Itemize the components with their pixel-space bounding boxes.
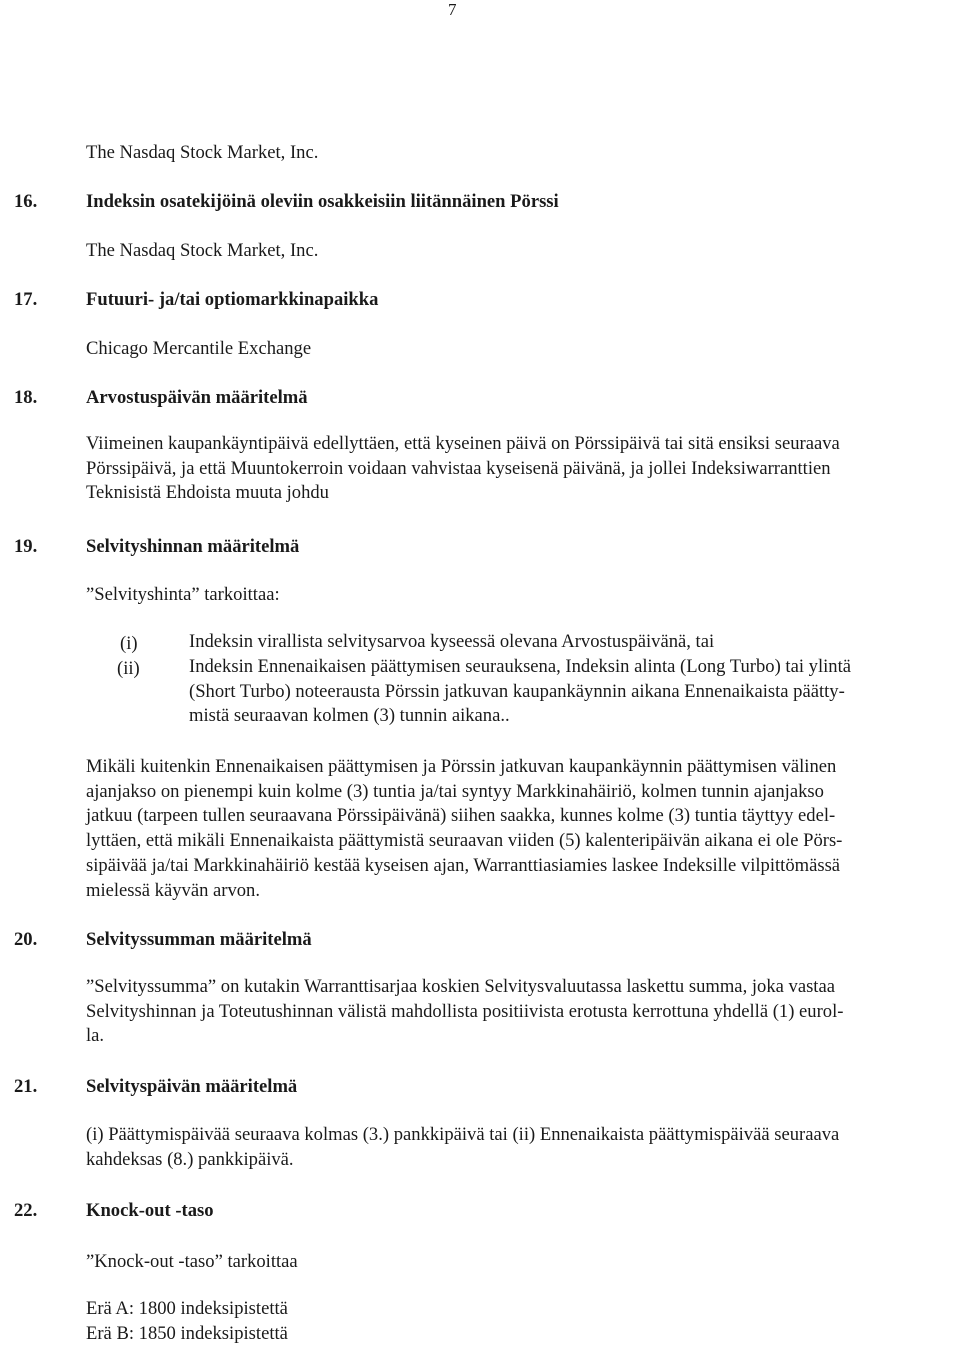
paragraph-line: lyttäen, että mikäli Ennenaikaista päättymistä seuraavan viiden (5) kalenteripäivän aikana ei ole Pörs- [86, 830, 843, 852]
section-16-number: 16. [14, 191, 38, 212]
paragraph-line: Viimeinen kaupankäyntipäivä edellyttäen, että kyseinen päivä on Pörssipäivä tai sitä ensiksi seuraava [86, 433, 840, 454]
exchange-line-3: Chicago Mercantile Exchange [86, 338, 312, 359]
paragraph-line: Mikäli kuitenkin Ennenaikaisen päättymisen ja Pörssin jatkuvan kaupankäynnin päättymisen välinen [86, 756, 837, 777]
section-22-list [86, 1297, 288, 1346]
exchange-line-1: The Nasdaq Stock Market, Inc. [86, 142, 319, 163]
section-21-title: Selvityspäivän määritelmä [86, 1076, 298, 1097]
section-21-number: 21. [14, 1076, 38, 1097]
paragraph-line: la. [86, 1025, 105, 1047]
section-18-paragraph [86, 432, 840, 506]
section-18-number: 18. [14, 387, 38, 408]
list-item-line: Indeksin Ennenaikaisen päättymisen seurauksena, Indeksin alinta (Long Turbo) tai ylintä [189, 656, 851, 677]
section-21-paragraph [86, 1123, 839, 1172]
page-number: 7 [448, 0, 457, 19]
section-20-title: Selvityssumman määritelmä [86, 929, 312, 950]
list-item-line: mistä seuraavan kolmen (3) tunnin aikana.. [189, 705, 510, 727]
section-19-intro: ”Selvityshinta” tarkoittaa: [86, 584, 280, 605]
paragraph-line: Erä A: 1800 indeksipistettä [86, 1298, 288, 1319]
paragraph-line: ajanjakso on pienempi kuin kolme (3) tuntia ja/tai syntyy Markkinahäiriö, kolmen tunnin ajanjakso [86, 780, 824, 802]
list-item-line: Indeksin virallista selvitysarvoa kyseessä olevana Arvostuspäivänä, tai [189, 631, 715, 652]
exchange-line-2: The Nasdaq Stock Market, Inc. [86, 240, 319, 261]
paragraph-line: sipäivää ja/tai Markkinahäiriö kestää kyseisen ajan, Warranttiasiamies laskee Indeksille vilpittömässä [86, 854, 841, 876]
section-20-number: 20. [14, 929, 38, 950]
paragraph-line: Selvityshinnan ja Toteutushinnan välistä mahdollista positiivista erotusta kerrottuna yhdellä (1) eurol- [86, 1000, 844, 1022]
paragraph-line: ”Selvityssumma” on kutakin Warranttisarjaa koskien Selvitysvaluutassa laskettu summa, joka vastaa [86, 976, 835, 997]
paragraph-line: kahdeksas (8.) pankkipäivä. [86, 1148, 294, 1170]
list-item-text [189, 630, 714, 655]
section-22-number: 22. [14, 1200, 38, 1221]
section-19-number: 19. [14, 536, 38, 557]
section-22-title: Knock-out -taso [86, 1200, 214, 1221]
section-16-title: Indeksin osatekijöinä oleviin osakkeisiin liitännäinen Pörssi [86, 191, 559, 212]
section-19-paragraph [86, 755, 842, 903]
paragraph-line: jatkuu (tarpeen tullen seuraavana Pörssipäivänä) siihen saakka, kunnes kolme (3) tuntia täyttyy edel- [86, 805, 836, 827]
section-17-number: 17. [14, 289, 38, 310]
paragraph-line: Erä B: 1850 indeksipistettä [86, 1322, 288, 1344]
section-19-title: Selvityshinnan määritelmä [86, 536, 300, 557]
paragraph-line: mielessä käyvän arvon. [86, 879, 260, 901]
section-20-paragraph [86, 975, 843, 1049]
list-item-marker: (i) [120, 633, 138, 654]
list-item-text [189, 655, 851, 729]
paragraph-line: Teknisistä Ehdoista muuta johdu [86, 482, 329, 504]
section-17-title: Futuuri- ja/tai optiomarkkinapaikka [86, 289, 379, 310]
list-item-marker: (ii) [117, 658, 140, 679]
list-item-line: (Short Turbo) noteerausta Pörssin jatkuvan kaupankäynnin aikana Ennenaikaista päätty- [189, 680, 845, 702]
paragraph-line: (i) Päättymispäivää seuraava kolmas (3.) pankkipäivä tai (ii) Ennenaikaista päättymispäivää seuraava [86, 1124, 840, 1145]
section-18-title: Arvostuspäivän määritelmä [86, 387, 308, 408]
paragraph-line: Pörssipäivä, ja että Muuntokerroin voidaan vahvistaa kyseisenä päivänä, ja jollei Indeksiwarranttien [86, 457, 831, 479]
section-22-intro: ”Knock-out -taso” tarkoittaa [86, 1251, 298, 1272]
